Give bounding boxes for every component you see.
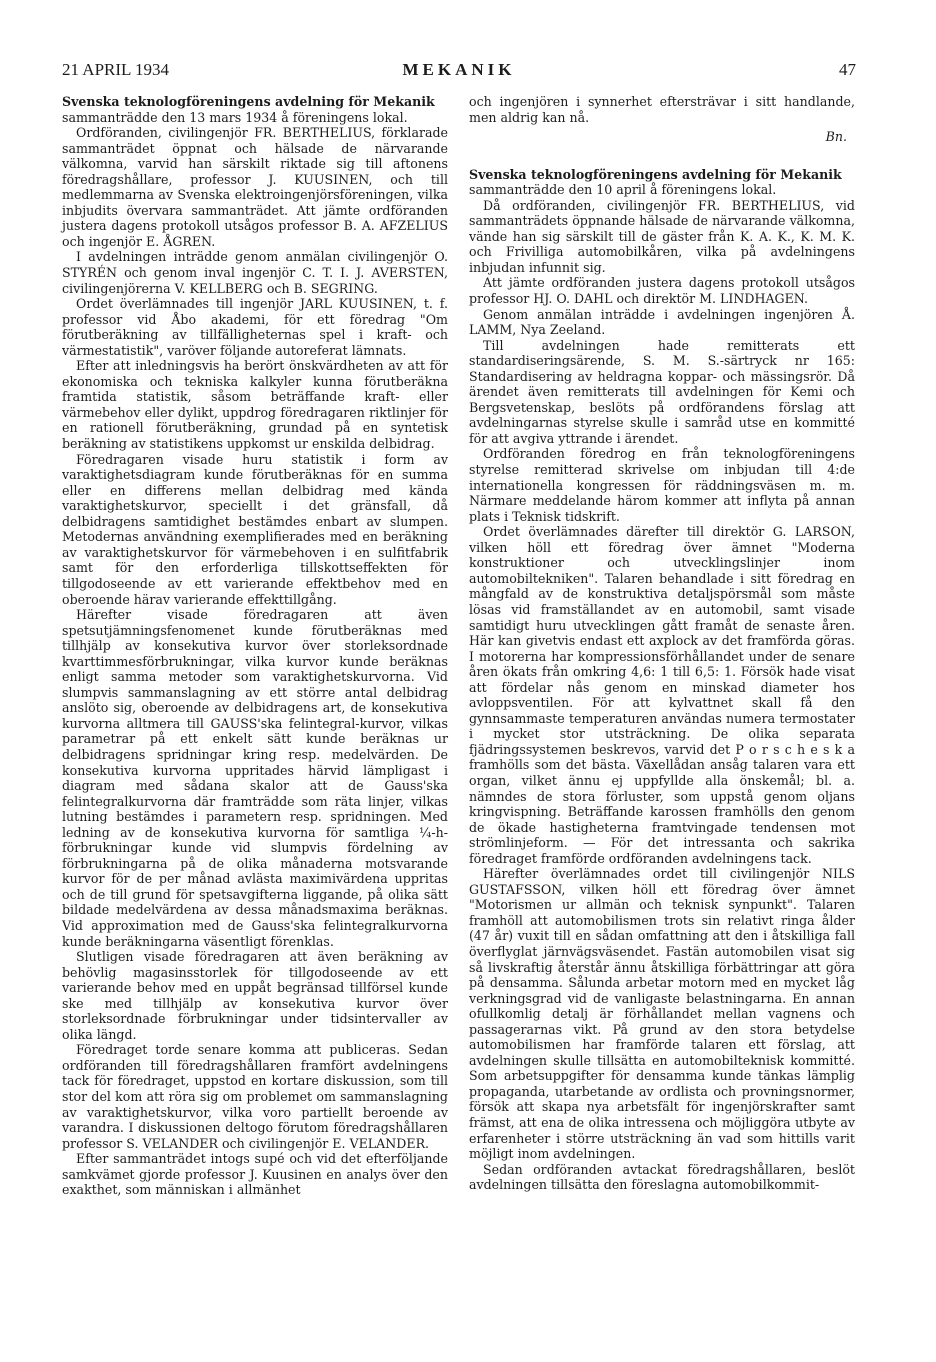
page-number: 47: [839, 60, 856, 79]
header-date: 21 APRIL 1934: [62, 60, 170, 79]
paragraph: Föredraget torde senare komma att publiceras. Sedan ordföranden till föredragshållaren framfört avdelningens tack för föredraget, uppstod en kortare diskussion, som till stor del kom att röra sig om problemet om sammanslagning av varaktighetskurvor, vilka voro partiellt beroende av varandra. I diskussionen deltogo förutom föredragshållaren professor S. VELANDER och civilingenjör E. VELANDER.: [62, 1042, 448, 1151]
signature: Bn.: [825, 129, 847, 145]
paragraph: Att jämte ordföranden justera dagens protokoll utsågos professor HJ. O. DAHL och direktör M. LINDHAGEN.: [469, 275, 855, 307]
paragraph: Till avdelningen hade remitterats ett standardiseringsärende, S. M. S.-särtryck nr 165: Standardisering av heldragna koppar- och mässingsrör. Då ärendet även remitterats till avdelningen för Kemi och Bergsvetenskap, beslöts på ordförandens förslag att avdelningarnas styrelse skulle i samråd utse en kommitté för att avgiva yttrande i ärendet.: [469, 337, 855, 446]
paragraph: Efter sammanträdet intogs supé och vid det efterföljande samkvämet gjorde professor J. Kuusinen en analys över den exakthet, som människan i allmänhet: [62, 1151, 448, 1198]
section-heading: [469, 167, 855, 198]
paragraph: Sedan ordföranden avtackat föredragshållaren, beslöt avdelningen tillsätta den föreslagna automobilkommit-: [469, 1161, 855, 1193]
right-column: [469, 94, 855, 1193]
section-heading-subtitle: sammanträdde den 13 mars 1934 å föreningens lokal.: [62, 109, 408, 125]
header-title: MEKANIK: [402, 60, 516, 79]
paragraph: Härefter överlämnades ordet till civilingenjör NILS GUSTAFSSON, vilken höll ett föredrag över ämnet "Motorismen ur allmän och teknisk synpunkt". Talaren framhöll att automobilismen trots sin relativt ringa ålder (47 år) vuxit till en sådan omfattning att den i åtskilliga fall överflyglat järnvägsväsendet. Fastän automobilen visat sig så livskraftig återstår ännu åtskilliga förbättringar att göra på densamma. Sålunda arbetar motorn med en mycket låg verkningsgrad vid de vanligaste belastningarna. En annan ofullkomlig detalj är förhållandet mellan vagnens och passagerarnas vikt. På grund av den stora betydelse automobilismen har framförde talaren ett förslag, att avdelningen skulle tillsätta en automobilteknisk kommitté. Som arbetsuppgifter för densamma kunde tänkas lämplig propaganda, utarbetande av ordlista och provningsnormer, försök att skapa nya arbetsfält för ingenjörskrafter samt främst, att ena de olika intressena och möjliggöra utbyte av erfarenheter i större utsträckning än vad som hittills varit möjligt inom avdelningen.: [469, 866, 855, 1162]
left-column: [62, 94, 448, 1198]
page-header: [62, 60, 856, 84]
paragraph: Efter att inledningsvis ha berört önskvärdheten av att för ekonomiska och tekniska kalkyler kunna förutberäkna framtida statistik, såsom beträffande kraft- eller värmebehov eller dylikt, uppdrog föredragaren riktlinjer för en rationell förutberäkning, grundad på en syntetisk beräkning av statistikens uppkomst ur enskilda delbidrag.: [62, 358, 448, 452]
paragraph: Härefter visade föredragaren att även spetsutjämningsfenomenet kunde förutberäknas med tillhjälp av konsekutiva kurvor över storleksordnade kvarttimmesförbrukningar, vilka kurvor kunde beräknas enligt samma metoder som varaktighetskurvorna. Vid slumpvis sammanslagning av ett större antal delbidrag anslöto sig, oberoende av delbidragens art, de konsekutiva kurvorna alltmera till GAUSS'ska felintegral-kurvor, vilkas parametrar på ett enkelt sätt kunde beräknas ur delbidragens spridningar kring resp. medelvärden. De konsekutiva kurvorna uppritades härvid lämpligast i diagram med sådana skalor att de Gauss'ska felintegralkurvorna där framträdde som räta linjer, vilkas lutning bestämdes i parametern resp. spridningen. Med ledning av de konsekutiva kurvorna för samtliga ¼-h-förbrukningar kunde vid slumpvis fördelning av förbrukningarna på de olika månaderna motsvarande kurvor för de per månad avlästa maximivärdena uppritas och de till grund för spetsavgifterna liggande, på olika sätt bildade medelvärdena av dessa månadsmaxima beräknas. Vid approximation med de Gauss'ska felintegralkurvorna kunde beräkningarna väsentligt förenklas.: [62, 607, 448, 949]
section-heading-subtitle: sammanträdde den 10 april å föreningens lokal.: [469, 182, 777, 198]
continued-paragraph: och ingenjören i synnerhet eftersträvar i sitt handlande, men aldrig kan nå.: [469, 94, 855, 125]
section-heading: [62, 94, 448, 125]
paragraph: Föredragaren visade huru statistik i form av varaktighetsdiagram kunde förutberäknas för en summa eller en differens mellan delbidrag med kända varaktighetskurvor, speciellt i det gränsfall, då delbidragens samtidighet bestämdes enbart av slumpen. Metodernas användning exemplifierades med en beräkning av varaktighetskurvor för värmebehoven i en sulfitfabrik samt för den erforderliga tillskottseffekten för tillgodoseende av ett varierande effektbehov med en oberoende härav varierande effekttillgång.: [62, 451, 448, 607]
paragraph: Ordet överlämnades därefter till direktör G. LARSON, vilken höll ett föredrag över ämnet "Moderna konstruktioner och utvecklingslinjer inom automobiltekniken". Talaren behandlade i sitt föredrag en mångfald av de konstruktiva detaljspörsmål som måste lösas vid framställandet av en automobil, samt visade samtidigt huru utvecklingen gått framåt de senaste åren. Här kan givetvis endast ett axplock av det framförda göras. I motorerna har kompressionsförhållandet under de senare åren ökats från omkring 4,6: 1 till 6,5: 1. Försök hade visat att fördelar nås genom en minskad diameter hos avloppsventilen. För att kylvattnet skall få den gynnsammaste temperaturen användas numera termostater i mycket stor utsträckning. De olika separata fjädringssystemen beskrevos, varvid det P o r s c h e s k a framhölls som det bästa. Växellådan ansåg talaren vara ett organ, vilket ännu ej uppfyllde alla önskemål; bl. a. nämndes de stora förluster, som uppstå genom oljans kringvispning. Beträffande karossen framhölls den genom de ökade hastigheterna framtvingade tendensen mot strömlinjeform. — För det intressanta och sakrika föredraget framförde ordföranden avdelningens tack.: [469, 524, 855, 866]
paragraph: Slutligen visade föredragaren att även beräkning av behövlig magasinsstorlek för tillgodoseende av ett varierande behov med en uppåt begränsad tillförsel kunde ske med tillhjälp av konsekutiva kurvor över storleksordnade förbrukningar under tidsintervaller av olika längd.: [62, 949, 448, 1042]
paragraph: Genom anmälan inträdde i avdelningen ingenjören Å. LAMM, Nya Zeeland.: [469, 306, 855, 338]
section-heading-title: Svenska teknologföreningens avdelning för Mekanik: [62, 94, 435, 109]
section-heading-title: Svenska teknologföreningens avdelning för Mekanik: [469, 166, 842, 182]
paragraph: Ordet överlämnades till ingenjör JARL KUUSINEN, t. f. professor vid Åbo akademi, för ett föredrag "Om förutberäkning av tillfälligheternas spel i kraft- och värmestatistik", varöver följande autoreferat lämnats.: [62, 296, 448, 358]
paragraph: Ordföranden föredrog en från teknologföreningens styrelse remitterad skrivelse om inbjudan till 4:de internationella kongressen för räddningsväsen m. m. Närmare meddelande härom kommer att inflyta på annan plats i Teknisk tidskrift.: [469, 446, 855, 524]
paragraph: Då ordföranden, civilingenjör FR. BERTHELIUS, vid sammanträdets öppnande hälsade de närvarande välkomna, vände han sig särskilt till de gäster från K. A. K., K. M. K. och Frivilliga automobilkåren, vilka på avdelningens inbjudan infunnit sig.: [469, 197, 855, 275]
paragraph: I avdelningen inträdde genom anmälan civilingenjör O. STYRÉN och genom inval ingenjör C. T. I. J. AVERSTEN, civilingenjörerna V. KELLBERG och B. SEGRING.: [62, 249, 448, 296]
paragraph: Ordföranden, civilingenjör FR. BERTHELIUS, förklarade sammanträdet öppnat och hälsade de närvarande välkomna, varvid han särskilt riktade sig till aftonens föredragshållare, professor J. KUUSINEN, och till medlemmarna av Svenska elektroingenjörsföreningen, vilka inbjudits övervara sammanträdet. Att jämte ordföranden justera dagens protokoll utsågos professor B. A. AFZELIUS och ingenjör E. ÅGREN.: [62, 125, 448, 249]
